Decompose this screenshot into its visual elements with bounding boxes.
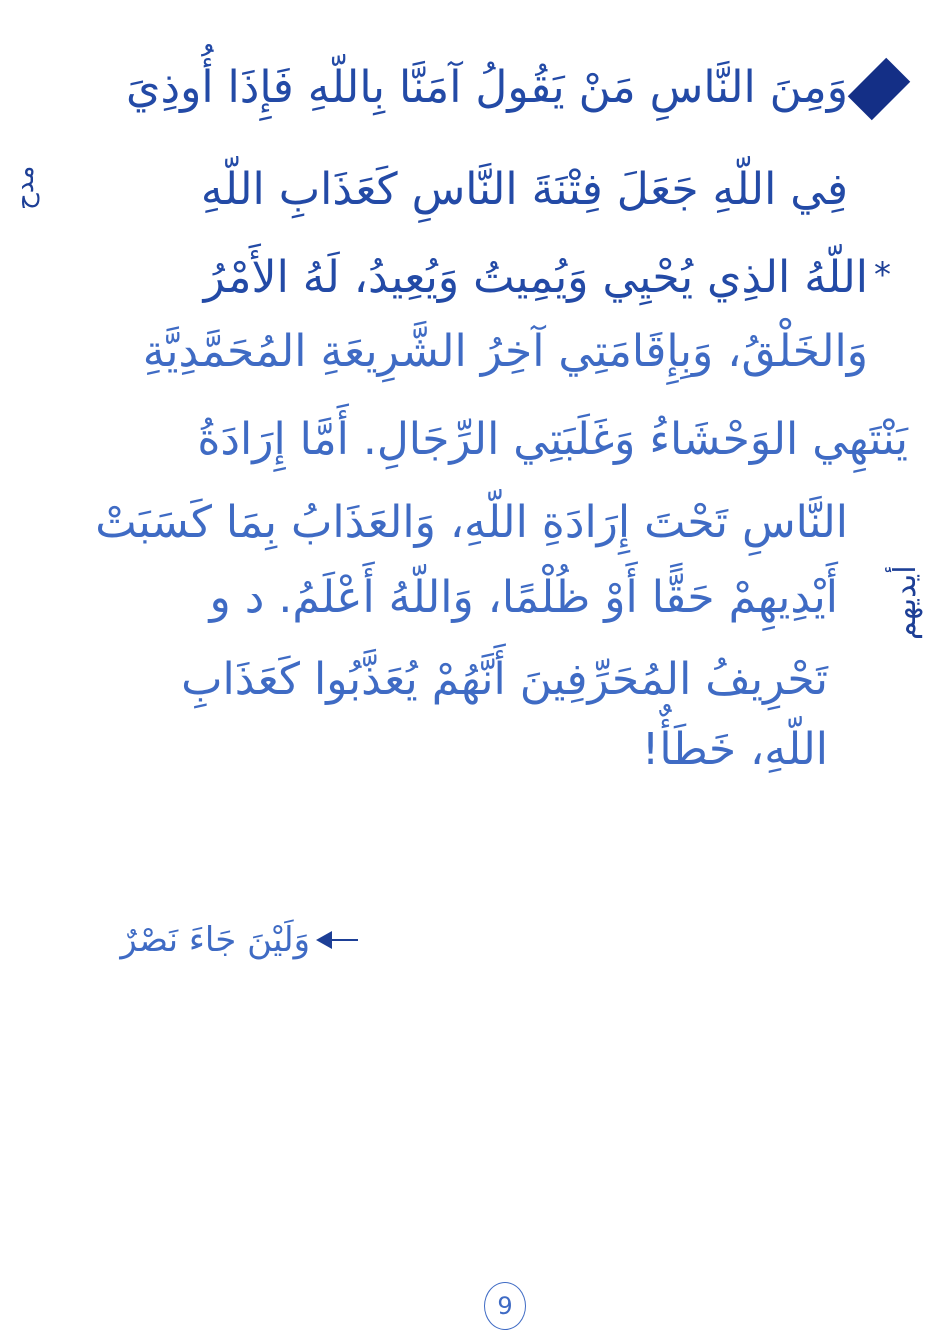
page-number: 9 — [484, 1282, 526, 1330]
text-line-6: النَّاسِ تَحْتَ إِرَادَةِ اللّهِ، وَالعَذَابُ بِمَا كَسَبَتْ — [95, 497, 848, 548]
text-line-5: يَنْتَهِي الوَحْشَاءُ وَغَلَبَتِي الرِّجَالِ. أَمَّا إِرَادَةُ — [197, 414, 908, 465]
margin-note-top-left: مدح — [10, 165, 40, 210]
text-line-2: فِي اللّهِ جَعَلَ فِتْنَةَ النَّاسِ كَعَذَابِ اللّهِ — [200, 164, 848, 215]
text-line-7: أَيْدِيهِمْ حَقًّا أَوْ ظُلْمًا، وَاللّهُ أَعْلَمُ. د و — [209, 572, 838, 623]
text-line-9: اللّهِ، خَطَأٌ! — [641, 724, 828, 775]
asterisk-bullet-icon: * — [874, 255, 891, 295]
footer-note: وَلَيْنَ جَاءَ نَصْرٌ — [120, 920, 310, 960]
arrow-line — [328, 939, 358, 941]
text-line-8: تَحْرِيفُ المُحَرِّفِينَ أَنَّهُمْ يُعَذَّبُوا كَعَذَابِ — [181, 654, 828, 705]
text-line-3: اللّهُ الذِي يُحْيِي وَيُمِيتُ وَيُعِيدُ، لَهُ الأَمْرُ — [203, 252, 868, 303]
text-line-1: وَمِنَ النَّاسِ مَنْ يَقُولُ آمَنَّا بِاللّهِ فَإِذَا أُوذِيَ — [126, 62, 848, 113]
arrow-left-icon — [316, 931, 332, 949]
text-line-4: وَالخَلْقُ، وَبِإِقَامَتِي آخِرُ الشَّرِيعَةِ المُحَمَّدِيَّةِ — [142, 326, 868, 377]
diamond-bullet-icon — [848, 58, 911, 121]
margin-note-right: أيديهم — [888, 565, 923, 640]
